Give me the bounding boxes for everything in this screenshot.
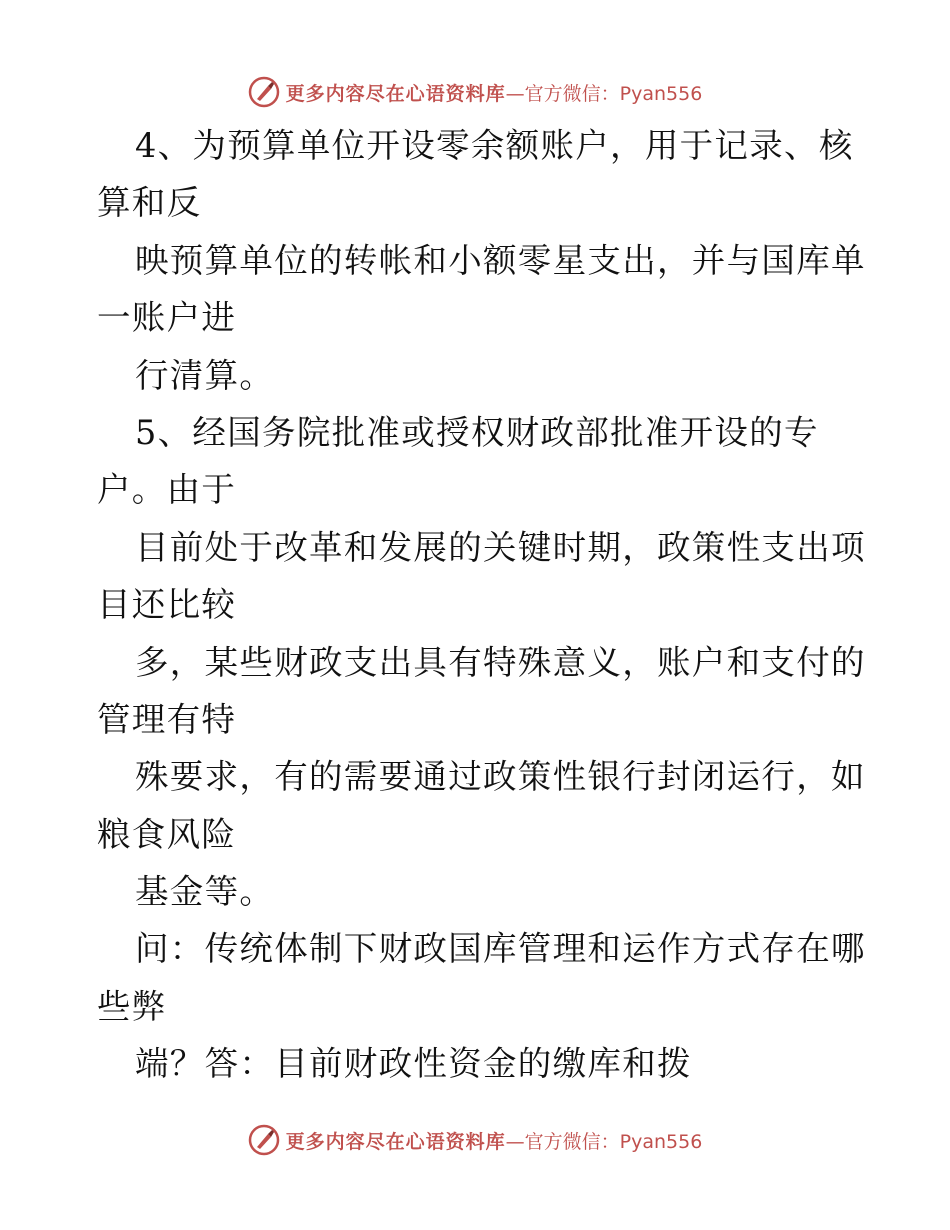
- text-line: 端？答：目前财政性资金的缴库和拨: [135, 1044, 692, 1084]
- pen-nib-logo-icon: [248, 1124, 280, 1156]
- text-line: 5、经国务院批准或授权财政部批准开设的专: [135, 412, 819, 452]
- pen-nib-logo-icon: [248, 76, 280, 108]
- banner-contact-text: —官方微信：Pyan556: [505, 1130, 703, 1153]
- text-line: 4、为预算单位开设零余额账户，用于记录、核: [135, 126, 854, 165]
- text-line: 映预算单位的转帐和小额零星支出，并与国库单: [135, 240, 866, 280]
- text-line: 管理有特: [97, 699, 237, 739]
- text-line: 目还比较: [97, 585, 237, 625]
- text-line: 殊要求，有的需要通过政策性银行封闭运行，如: [135, 757, 866, 797]
- header-banner: [0, 72, 950, 112]
- text-line: 目前处于改革和发展的关键时期，政策性支出项: [135, 527, 866, 567]
- text-line: 粮食风险: [97, 814, 237, 854]
- banner-contact-text: —官方微信：Pyan556: [505, 82, 703, 105]
- text-line: 户。由于: [97, 470, 237, 510]
- text-line: 算和反: [97, 183, 202, 223]
- text-line: 基金等。: [135, 872, 275, 912]
- banner-main-text: 更多内容尽在心语资料库: [285, 1130, 506, 1153]
- text-line: 些弊: [97, 986, 167, 1026]
- footer-banner: [0, 1120, 950, 1160]
- document-body: [97, 117, 877, 1093]
- text-line: 一账户进: [97, 298, 237, 338]
- text-line: 问：传统体制下财政国库管理和运作方式存在哪: [135, 929, 866, 969]
- text-line: 多，某些财政支出具有特殊意义，账户和支付的: [135, 642, 866, 682]
- text-line: 行清算。: [135, 355, 275, 395]
- banner-main-text: 更多内容尽在心语资料库: [285, 82, 506, 105]
